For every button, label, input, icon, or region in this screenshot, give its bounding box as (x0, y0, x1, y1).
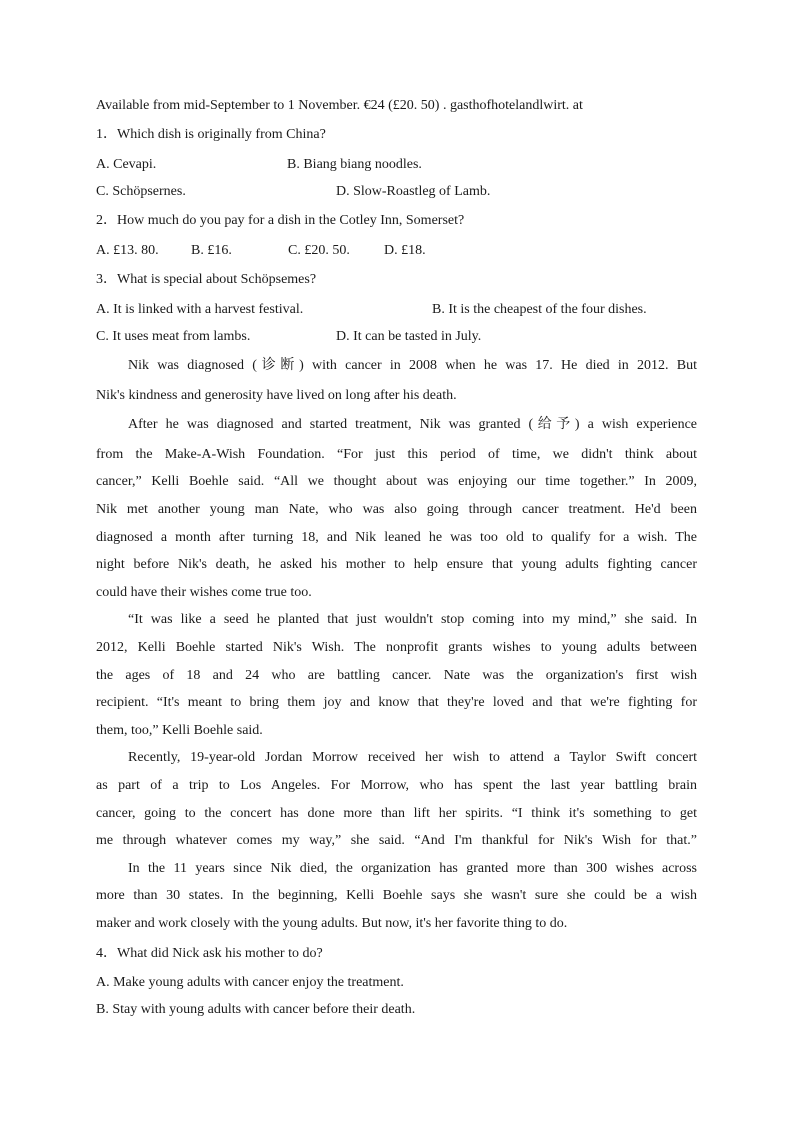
passage-line: After he was diagnosed and started treatment, Nik was granted (给予) a wish experience (128, 417, 697, 432)
passage-line: maker and work closely with the young adults. But now, it's her favorite thing to do. (96, 916, 568, 931)
question-1-option-a: A. Cevapi. (96, 157, 157, 172)
passage-line: the ages of 18 and 24 who are battling cancer. Nate was the organization's first wish (96, 668, 697, 683)
passage-line: diagnosed a month after turning 18, and Nik leaned he was too old to qualify for a wish. The (96, 530, 697, 545)
passage-line: cancer,” Kelli Boehle said. “All we thought about was enjoying our time together.” In 2009, (96, 474, 697, 489)
question-2-option-b: B. £16. (191, 243, 232, 258)
question-2-option-c: C. £20. 50. (288, 243, 350, 258)
passage-line: them, too,” Kelli Boehle said. (96, 723, 263, 738)
question-3-option-c: C. It uses meat from lambs. (96, 329, 251, 344)
question-1-option-d: D. Slow-Roastleg of Lamb. (336, 184, 491, 199)
passage-line: could have their wishes come true too. (96, 585, 312, 600)
passage-line: as part of a trip to Los Angeles. For Morrow, who has spent the last year battling brain (96, 778, 697, 793)
question-2-option-a: A. £13. 80. (96, 243, 159, 258)
intro-line: Available from mid-September to 1 November. €24 (£20. 50) . gasthofhotelandlwirt. at (96, 98, 583, 113)
passage-line: In the 11 years since Nik died, the organization has granted more than 300 wishes across (128, 861, 697, 876)
question-3-option-a: A. It is linked with a harvest festival. (96, 302, 304, 317)
passage-line: more than 30 states. In the beginning, Kelli Boehle says she wasn't sure she could be a wish (96, 888, 697, 903)
passage-line: cancer, going to the concert has done more than lift her spirits. “I think it's something to get (96, 806, 697, 821)
question-1-option-c: C. Schöpsernes. (96, 184, 186, 199)
question-3-option-d: D. It can be tasted in July. (336, 329, 482, 344)
passage-line: “It was like a seed he planted that just wouldn't stop coming into my mind,” she said. In (128, 612, 697, 627)
question-2-stem: 2．How much do you pay for a dish in the Cotley Inn, Somerset? (96, 213, 465, 228)
passage-line: me through whatever comes my way,” she said. “And I'm thankful for Nik's Wish for that.” (96, 833, 697, 848)
passage-line: recipient. “It's meant to bring them joy and know that they're loved and that we're fighting for (96, 695, 697, 710)
question-2-option-d: D. £18. (384, 243, 426, 258)
question-3-option-b: B. It is the cheapest of the four dishes. (432, 302, 647, 317)
passage-line: Nik met another young man Nate, who was also going through cancer treatment. He'd been (96, 502, 697, 517)
passage-line: Nik's kindness and generosity have lived on long after his death. (96, 388, 457, 403)
passage-line: Recently, 19-year-old Jordan Morrow received her wish to attend a Taylor Swift concert (128, 750, 697, 765)
passage-line: from the Make-A-Wish Foundation. “For just this period of time, we didn't think about (96, 447, 697, 462)
question-4-stem: 4．What did Nick ask his mother to do? (96, 946, 323, 961)
question-4-option-a: A. Make young adults with cancer enjoy the treatment. (96, 975, 404, 990)
question-4-option-b: B. Stay with young adults with cancer before their death. (96, 1002, 416, 1017)
passage-line: Nik was diagnosed (诊断) with cancer in 2008 when he was 17. He died in 2012. But (128, 358, 697, 373)
question-1-stem: 1．Which dish is originally from China? (96, 127, 326, 142)
question-3-stem: 3．What is special about Schöpsemes? (96, 272, 317, 287)
passage-line: 2012, Kelli Boehle started Nik's Wish. The nonprofit grants wishes to young adults between (96, 640, 697, 655)
passage-line: night before Nik's death, he asked his mother to help ensure that young adults fighting cancer (96, 557, 697, 572)
question-1-option-b: B. Biang biang noodles. (287, 157, 422, 172)
